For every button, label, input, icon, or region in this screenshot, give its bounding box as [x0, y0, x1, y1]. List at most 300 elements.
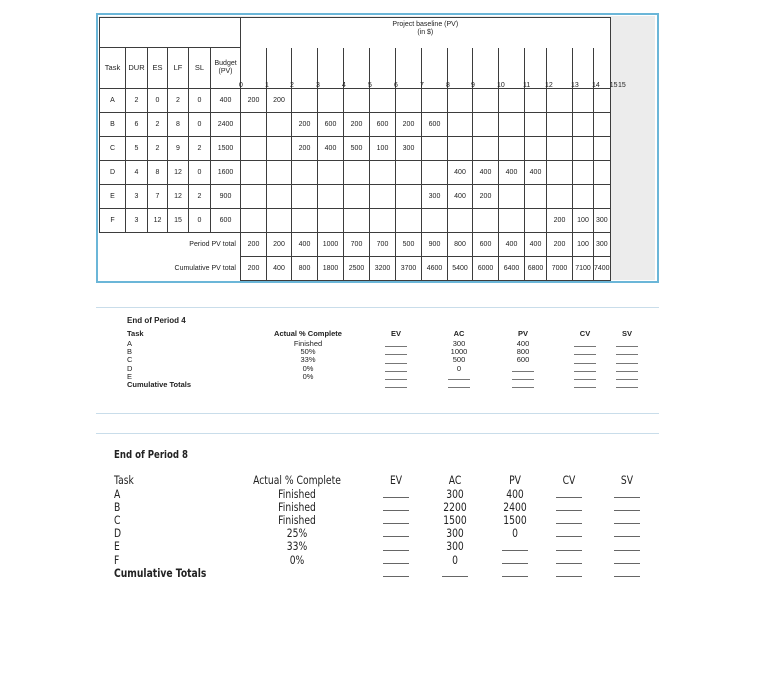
pv-cell: 300 — [594, 209, 611, 233]
pv-cell — [292, 209, 318, 233]
pv-cell — [499, 185, 525, 209]
answer-blank — [502, 550, 528, 551]
cell-dur: 2 — [126, 89, 148, 113]
cell-complete: 50% — [300, 347, 316, 357]
answer-blank — [616, 379, 638, 380]
period-column — [573, 48, 594, 89]
cell-budget: 1500 — [211, 137, 241, 161]
pv-cell — [370, 89, 396, 113]
cumulative-total-cell: 6800 — [525, 257, 547, 281]
cell-budget: 2400 — [211, 113, 241, 137]
period-column — [547, 48, 573, 89]
answer-blank — [383, 536, 409, 537]
pv-cell: 400 — [318, 137, 344, 161]
pv-cell — [318, 89, 344, 113]
pv-cell — [241, 161, 267, 185]
answer-blank — [448, 379, 470, 380]
cell-task: B — [100, 113, 126, 137]
cell-pv: 1500 — [503, 513, 527, 528]
column-header-ac: AC — [453, 329, 465, 338]
column-header-complete: Actual % Complete — [274, 329, 342, 338]
period-total-cell: 400 — [525, 233, 547, 257]
cumulative-total-cell: 400 — [267, 257, 292, 281]
column-header-ev: EV — [389, 473, 403, 487]
pv-cell: 400 — [448, 161, 473, 185]
cell-task: F — [100, 209, 126, 233]
period-total-cell: 100 — [573, 233, 594, 257]
task-label: E — [127, 371, 133, 381]
pv-cell — [267, 209, 292, 233]
column-header-pv: PV — [509, 473, 521, 487]
pv-cell — [318, 209, 344, 233]
task-label: B — [127, 347, 133, 357]
pv-cell — [573, 89, 594, 113]
column-header-cv: CV — [579, 329, 591, 338]
period-total-cell: 400 — [499, 233, 525, 257]
pv-cell — [344, 161, 370, 185]
cell-lf: 9 — [168, 137, 189, 161]
period-total-cell: 700 — [344, 233, 370, 257]
answer-blank — [614, 576, 640, 577]
answer-blank — [574, 354, 596, 355]
pv-cell — [473, 113, 499, 137]
pv-cell — [499, 89, 525, 113]
baseline-row — [100, 209, 611, 233]
period-number: 9 — [471, 81, 475, 89]
pv-cell — [573, 185, 594, 209]
pv-cell: 200 — [241, 89, 267, 113]
period-total-cell: 300 — [594, 233, 611, 257]
pv-cell — [525, 137, 547, 161]
pv-cell: 200 — [292, 113, 318, 137]
answer-blank — [614, 523, 640, 524]
answer-blank — [442, 576, 468, 577]
pv-cell: 600 — [370, 113, 396, 137]
pv-cell: 400 — [448, 185, 473, 209]
period-total-cell: 200 — [241, 233, 267, 257]
cell-es: 2 — [148, 137, 168, 161]
pv-cell — [344, 89, 370, 113]
pv-cell — [448, 137, 473, 161]
cumulative-totals-label: Cumulative Totals — [127, 380, 192, 389]
cumulative-total-cell: 2500 — [344, 257, 370, 281]
cell-budget: 1600 — [211, 161, 241, 185]
cumulative-total-cell: 5400 — [448, 257, 473, 281]
cell-pv: 400 — [516, 339, 530, 348]
pv-cell — [370, 209, 396, 233]
answer-blank — [383, 497, 409, 498]
cell-dur: 3 — [126, 209, 148, 233]
answer-blank — [385, 346, 407, 347]
period-total-cell: 500 — [396, 233, 422, 257]
cell-es: 0 — [148, 89, 168, 113]
pv-cell — [292, 89, 318, 113]
period-column — [473, 48, 499, 89]
answer-blank — [574, 387, 596, 388]
pv-cell — [547, 161, 573, 185]
pv-cell — [396, 185, 422, 209]
answer-blank — [385, 363, 407, 364]
pv-cell — [370, 161, 396, 185]
period-total-cell: 200 — [547, 233, 573, 257]
pv-cell: 600 — [422, 113, 448, 137]
cell-sl: 0 — [189, 161, 211, 185]
column-header: Task — [100, 48, 126, 89]
answer-blank — [556, 523, 582, 524]
pv-cell — [396, 89, 422, 113]
task-label: E — [114, 539, 120, 554]
period-column — [370, 48, 396, 89]
cell-pv: 800 — [516, 347, 530, 357]
cell-ac: 300 — [446, 487, 464, 501]
column-header: ES — [148, 48, 168, 89]
cell-es: 2 — [148, 113, 168, 137]
period-total-cell: 1000 — [318, 233, 344, 257]
pv-cell — [396, 209, 422, 233]
answer-blank — [556, 536, 582, 537]
answer-blank — [383, 510, 409, 511]
cell-sl: 2 — [189, 137, 211, 161]
pv-cell — [422, 161, 448, 185]
column-header-ev: EV — [390, 329, 401, 338]
baseline-row — [100, 137, 611, 161]
answer-blank — [616, 354, 638, 355]
cell-ac: 300 — [446, 539, 464, 554]
task-label: F — [114, 552, 120, 567]
answer-blank — [614, 497, 640, 498]
period-total-cell: 200 — [267, 233, 292, 257]
answer-blank — [556, 550, 582, 551]
period-total-cell: 400 — [292, 233, 318, 257]
answer-blank — [556, 576, 582, 577]
period-number: 11 — [523, 81, 531, 89]
baseline-title — [241, 18, 611, 48]
pv-cell — [318, 185, 344, 209]
pv-cell — [499, 137, 525, 161]
period-column — [292, 48, 318, 89]
baseline-table — [99, 17, 626, 281]
column-header-pv: PV — [517, 329, 528, 338]
cumulative-total-cell: 4600 — [422, 257, 448, 281]
cell-lf: 8 — [168, 113, 189, 137]
cumulative-total-cell: 6400 — [499, 257, 525, 281]
cell-task: E — [100, 185, 126, 209]
answer-blank — [556, 510, 582, 511]
answer-blank — [574, 363, 596, 364]
cell-lf: 2 — [168, 89, 189, 113]
cumulative-total-cell: 3200 — [370, 257, 396, 281]
period-number: 15 — [609, 81, 618, 89]
column-header — [211, 48, 241, 89]
task-label: D — [114, 526, 122, 541]
cell-ac: 2200 — [443, 500, 467, 515]
pv-cell — [318, 161, 344, 185]
period-total-cell: 600 — [473, 233, 499, 257]
cell-complete: 33% — [286, 539, 308, 554]
pv-cell: 400 — [525, 161, 547, 185]
cell-pv: 600 — [516, 355, 530, 365]
pv-cell — [594, 161, 611, 185]
pv-cell — [267, 161, 292, 185]
cell-ac: 300 — [446, 526, 464, 541]
answer-blank — [383, 563, 409, 564]
pv-cell — [448, 89, 473, 113]
period4-section — [96, 307, 659, 414]
pv-cell — [448, 113, 473, 137]
cumulative-total-cell: 800 — [292, 257, 318, 281]
pv-cell — [422, 89, 448, 113]
column-header-task: Task — [114, 473, 134, 487]
cumulative-total-cell: 7000 — [547, 257, 573, 281]
period-total-cell: 700 — [370, 233, 396, 257]
cell-complete: 0% — [302, 371, 314, 381]
answer-blank — [502, 576, 528, 577]
pv-cell — [473, 209, 499, 233]
column-header-cv: CV — [562, 473, 576, 487]
answer-blank — [512, 387, 534, 388]
cell-budget: 900 — [211, 185, 241, 209]
period-number: 0 — [239, 81, 243, 89]
pv-cell — [573, 113, 594, 137]
cell-lf: 12 — [168, 161, 189, 185]
period-total-row — [100, 233, 611, 257]
cell-ac: 0 — [456, 363, 462, 373]
answer-blank — [614, 550, 640, 551]
answer-blank — [574, 379, 596, 380]
cell-task: C — [100, 137, 126, 161]
answer-blank — [614, 563, 640, 564]
pv-cell — [344, 185, 370, 209]
section-divider — [96, 433, 659, 434]
pv-cell — [573, 137, 594, 161]
period8-section — [96, 433, 659, 613]
column-header-label: Budget (PV) — [214, 60, 237, 75]
cumulative-total-label: Cumulative PV total — [100, 257, 241, 281]
answer-blank — [616, 346, 638, 347]
pv-cell — [473, 137, 499, 161]
cell-es: 12 — [148, 209, 168, 233]
column-header-complete: Actual % Complete — [253, 473, 341, 487]
column-header-sv: SV — [621, 329, 632, 338]
task-label: B — [114, 500, 121, 515]
pv-cell: 100 — [573, 209, 594, 233]
cell-complete: Finished — [278, 487, 316, 501]
baseline-row — [100, 161, 611, 185]
cumulative-total-cell: 7100 — [573, 257, 594, 281]
period-column — [525, 48, 547, 89]
cell-ac: 1500 — [443, 513, 467, 528]
pv-cell: 200 — [292, 137, 318, 161]
pv-cell — [292, 185, 318, 209]
task-label: D — [127, 363, 133, 373]
pv-cell — [396, 161, 422, 185]
answer-blank — [614, 510, 640, 511]
pv-cell — [594, 185, 611, 209]
cell-lf: 12 — [168, 185, 189, 209]
answer-blank — [616, 363, 638, 364]
period-column — [344, 48, 370, 89]
header-spacer — [100, 18, 241, 48]
pv-cell — [594, 137, 611, 161]
answer-blank — [556, 497, 582, 498]
pv-cell: 200 — [396, 113, 422, 137]
answer-blank — [512, 379, 534, 380]
task-label: A — [114, 487, 121, 501]
cell-ac: 500 — [452, 355, 466, 365]
period-column — [422, 48, 448, 89]
pv-cell — [525, 89, 547, 113]
pv-cell — [594, 113, 611, 137]
period-number: 3 — [316, 81, 320, 89]
answer-blank — [385, 354, 407, 355]
pv-cell — [525, 113, 547, 137]
answer-blank — [383, 550, 409, 551]
section-divider — [96, 307, 659, 308]
period-total-cell: 900 — [422, 233, 448, 257]
period-number: 4 — [342, 81, 346, 89]
period-column — [592, 48, 626, 89]
cell-complete: 25% — [286, 526, 308, 541]
pv-cell — [547, 137, 573, 161]
pv-cell: 200 — [344, 113, 370, 137]
pv-cell — [267, 137, 292, 161]
cell-pv: 400 — [506, 487, 524, 501]
cumulative-totals-label: Cumulative Totals — [114, 565, 207, 580]
pv-cell — [594, 89, 611, 113]
period-number: 10 — [497, 81, 505, 89]
period-column — [318, 48, 344, 89]
pv-cell — [473, 89, 499, 113]
pv-cell — [344, 209, 370, 233]
column-header: DUR — [126, 48, 148, 89]
period8-title: End of Period 8 — [114, 448, 188, 461]
cell-es: 8 — [148, 161, 168, 185]
cumulative-total-cell: 1800 — [318, 257, 344, 281]
cumulative-total-cell: 7400 — [594, 257, 611, 281]
cumulative-total-cell: 6000 — [473, 257, 499, 281]
cell-sl: 0 — [189, 209, 211, 233]
cumulative-total-row — [100, 257, 611, 281]
cumulative-total-cell: 200 — [241, 257, 267, 281]
period-column — [448, 48, 473, 89]
column-header: LF — [168, 48, 189, 89]
answer-blank — [616, 371, 638, 372]
pv-cell — [422, 137, 448, 161]
cell-ac: 300 — [452, 339, 466, 348]
cell-budget: 400 — [211, 89, 241, 113]
cell-es: 7 — [148, 185, 168, 209]
column-header-ac: AC — [448, 473, 462, 487]
pv-cell: 400 — [499, 161, 525, 185]
cell-sl: 2 — [189, 185, 211, 209]
cell-sl: 0 — [189, 89, 211, 113]
baseline-row — [100, 89, 611, 113]
pv-cell: 200 — [473, 185, 499, 209]
period-number: 15 — [618, 81, 626, 89]
period-number: 13 — [571, 81, 579, 89]
task-label: C — [114, 513, 121, 528]
cell-ac: 1000 — [450, 347, 468, 357]
cell-ac: 0 — [452, 552, 458, 567]
pv-cell — [547, 113, 573, 137]
pv-cell: 400 — [473, 161, 499, 185]
period-number: 2 — [290, 81, 294, 89]
cell-pv: 2400 — [503, 500, 527, 515]
pv-cell — [267, 113, 292, 137]
cell-budget: 600 — [211, 209, 241, 233]
baseline-row — [100, 185, 611, 209]
answer-blank — [385, 387, 407, 388]
cell-dur: 4 — [126, 161, 148, 185]
pv-cell — [573, 161, 594, 185]
cell-lf: 15 — [168, 209, 189, 233]
baseline-title-line1: Project baseline (PV) — [392, 21, 459, 28]
answer-blank — [512, 371, 534, 372]
pv-cell: 300 — [396, 137, 422, 161]
cumulative-total-cell: 3700 — [396, 257, 422, 281]
cell-complete: 0% — [289, 552, 305, 567]
pv-cell — [241, 137, 267, 161]
cell-pv: 0 — [512, 526, 518, 541]
cell-task: D — [100, 161, 126, 185]
period-column — [499, 48, 525, 89]
answer-blank — [385, 371, 407, 372]
pv-cell — [292, 161, 318, 185]
pv-cell — [525, 209, 547, 233]
pv-cell: 200 — [547, 209, 573, 233]
answer-blank — [383, 523, 409, 524]
pv-cell: 200 — [267, 89, 292, 113]
answer-blank — [448, 387, 470, 388]
period-column — [396, 48, 422, 89]
baseline-title-line2: (in $) — [417, 29, 434, 36]
period-number: 12 — [545, 81, 553, 89]
cell-task: A — [100, 89, 126, 113]
period-number: 7 — [420, 81, 424, 89]
period-number: 14 — [592, 81, 600, 89]
baseline-row — [100, 113, 611, 137]
pv-cell — [499, 209, 525, 233]
cell-complete: Finished — [293, 339, 323, 348]
period-column — [241, 48, 267, 89]
pv-cell — [422, 209, 448, 233]
answer-blank — [502, 563, 528, 564]
cell-complete: 0% — [302, 363, 314, 373]
cell-complete: Finished — [278, 513, 316, 528]
cell-dur: 5 — [126, 137, 148, 161]
task-label: A — [127, 339, 133, 348]
period4-title: End of Period 4 — [127, 316, 186, 325]
pv-cell — [241, 209, 267, 233]
answer-blank — [614, 536, 640, 537]
pv-cell — [547, 185, 573, 209]
pv-cell: 300 — [422, 185, 448, 209]
period-number: 8 — [446, 81, 450, 89]
task-label: C — [127, 355, 133, 365]
answer-blank — [616, 387, 638, 388]
cell-sl: 0 — [189, 113, 211, 137]
cell-complete: 33% — [300, 355, 316, 365]
pv-cell — [370, 185, 396, 209]
cell-dur: 3 — [126, 185, 148, 209]
cell-complete: Finished — [278, 500, 316, 515]
column-header-sv: SV — [620, 473, 634, 487]
pv-cell — [525, 185, 547, 209]
column-header-task: Task — [127, 329, 144, 338]
pv-cell — [547, 89, 573, 113]
column-header: SL — [189, 48, 211, 89]
answer-blank — [385, 379, 407, 380]
